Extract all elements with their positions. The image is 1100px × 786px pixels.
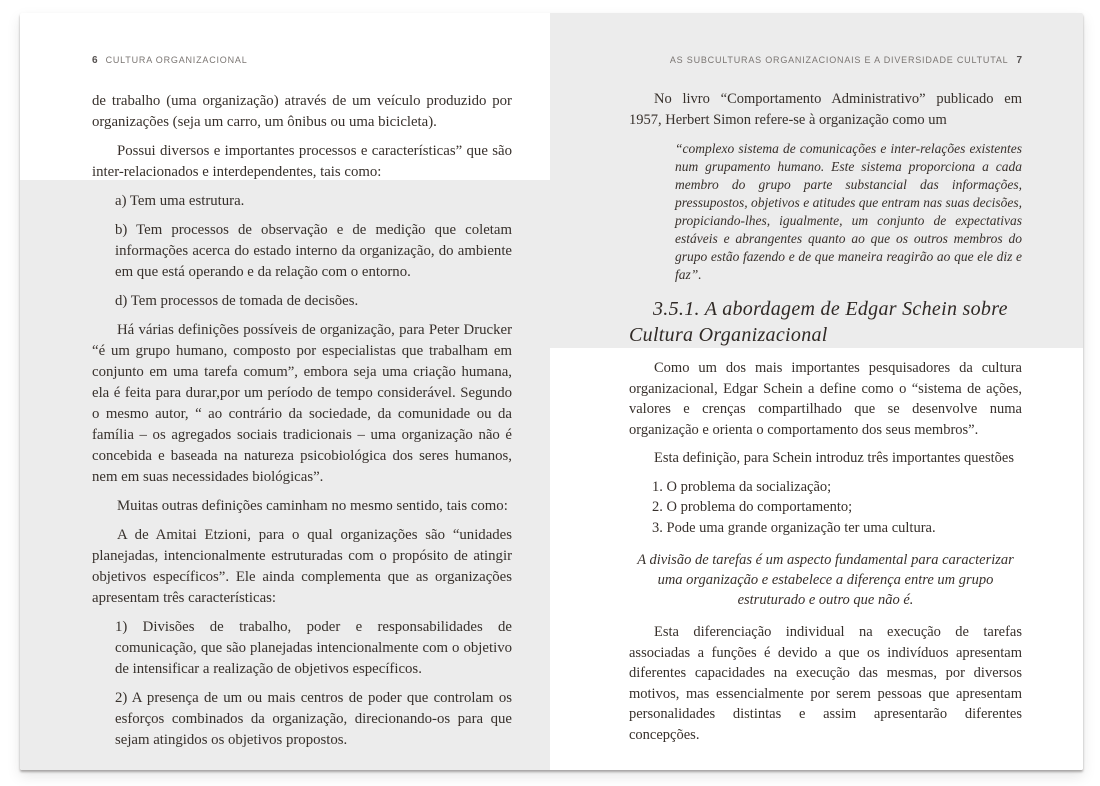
page-right-content <box>550 13 1083 770</box>
list-item: 2) A presença de um ou mais centros de poder que controlam os esforços combinados da organização, direcionando-os para que sejam atingidos os objetivos propostos. <box>115 690 512 748</box>
paragraph: Esta definição, para Schein introduz três importantes questões <box>654 450 1014 466</box>
running-header-left <box>92 55 512 66</box>
page-right <box>550 13 1083 770</box>
paragraph: No livro “Comportamento Administrativo” publicado em 1957, Herbert Simon refere-se à organização como um <box>629 91 1022 128</box>
page-left-content <box>20 13 550 770</box>
paragraph: Há várias definições possíveis de organização, para Peter Drucker “é um grupo humano, composto por especialistas que trabalham em conjunto em uma tarefa comum”, embora seja uma criação humana, ela é feita para durar,por um período de tempo considerável. Segundo o mesmo autor, “ ao contrário da sociedade, da comunidade ou da família – os agregados sociais tradicionais – uma organização não é concebida e baseada na natureza psicobiológica dos seres humanos, nem em suas necessidades biológicas”. <box>92 322 512 485</box>
paragraph: Possui diversos e importantes processos e características” que são inter-relacionados e interdependentes, tais como: <box>92 143 512 180</box>
paragraph: Como um dos mais importantes pesquisadores da cultura organizacional, Edgar Schein a define como o “sistema de ações, valores e crenças compartilhado que se desenvolve numa organização e orienta o comportamento dos seus membros”. <box>629 360 1022 438</box>
list-item: 2. O problema do comportamento; <box>652 499 853 515</box>
running-title-left: CULTURA ORGANIZACIONAL <box>105 55 248 65</box>
list-item: a) Tem uma estrutura. <box>115 193 245 209</box>
paragraph: Muitas outras definições caminham no mesmo sentido, tais como: <box>117 498 508 514</box>
list-item: b) Tem processos de observação e de medição que coletam informações acerca do estado interno da organização, do ambiente em que está operando e da relação com o entorno. <box>115 222 512 280</box>
list-item: 3. Pode uma grande organização ter uma cultura. <box>652 519 936 536</box>
page-number-right: 7 <box>1016 55 1022 66</box>
page-number-left: 6 <box>92 55 98 66</box>
list-item: d) Tem processos de tomada de decisões. <box>115 293 359 309</box>
pull-quote: A divisão de tarefas é um aspecto fundamental para caracterizar uma organização e estabelece a diferença entre um grupo estruturado e outro que não é. <box>637 552 1014 608</box>
page-left <box>20 13 550 770</box>
section-heading: 3.5.1. A abordagem de Edgar Schein sobre Cultura Organizacional <box>629 298 1008 346</box>
block-quote: “complexo sistema de comunicações e inter-relações existentes num grupamento humano. Este sistema proporciona a cada membro do grupo parte substancial das informações, pressupostos, objetivos e atitudes que entram nas suas decisões, propiciando-lhes, igualmente, um conjunto de expectativas estáveis e abrangentes quanto ao que os outros membros do grupo estão fazendo e de que maneira reagirão ao que ele diz e faz”. <box>675 141 1022 282</box>
list-item: 1. O problema da socialização; <box>652 478 832 495</box>
running-title-right: AS SUBCULTURAS ORGANIZACIONAIS E A DIVERSIDADE CULTUTAL <box>669 55 1009 65</box>
book-spread <box>20 13 1083 770</box>
list-item: 1) Divisões de trabalho, poder e responsabilidades de comunicação, que são planejadas intencionalmente com o objetivo de intensificar a realização de objetivos específicos. <box>115 619 512 677</box>
running-header-right <box>629 55 1022 66</box>
numbered-list <box>629 477 1022 539</box>
paragraph: de trabalho (uma organização) através de um veículo produzido por organizações (seja um carro, um ônibus ou uma bicicleta). <box>92 93 512 130</box>
paragraph: Esta diferenciação individual na execução de tarefas associadas a funções é devido a que os indivíduos apresentam diferentes capacidades na execução das mesmas, por diversos motivos, mas essencialmente por serem pessoas que apresentam personalidades distintas e assim apresentarão diferentes concepções. <box>629 624 1022 743</box>
paragraph: A de Amitai Etzioni, para o qual organizações são “unidades planejadas, intencionalmente estruturadas com o propósito de atingir objetivos específicos”. Ele ainda complementa que as organizações apresentam três características: <box>92 527 512 606</box>
